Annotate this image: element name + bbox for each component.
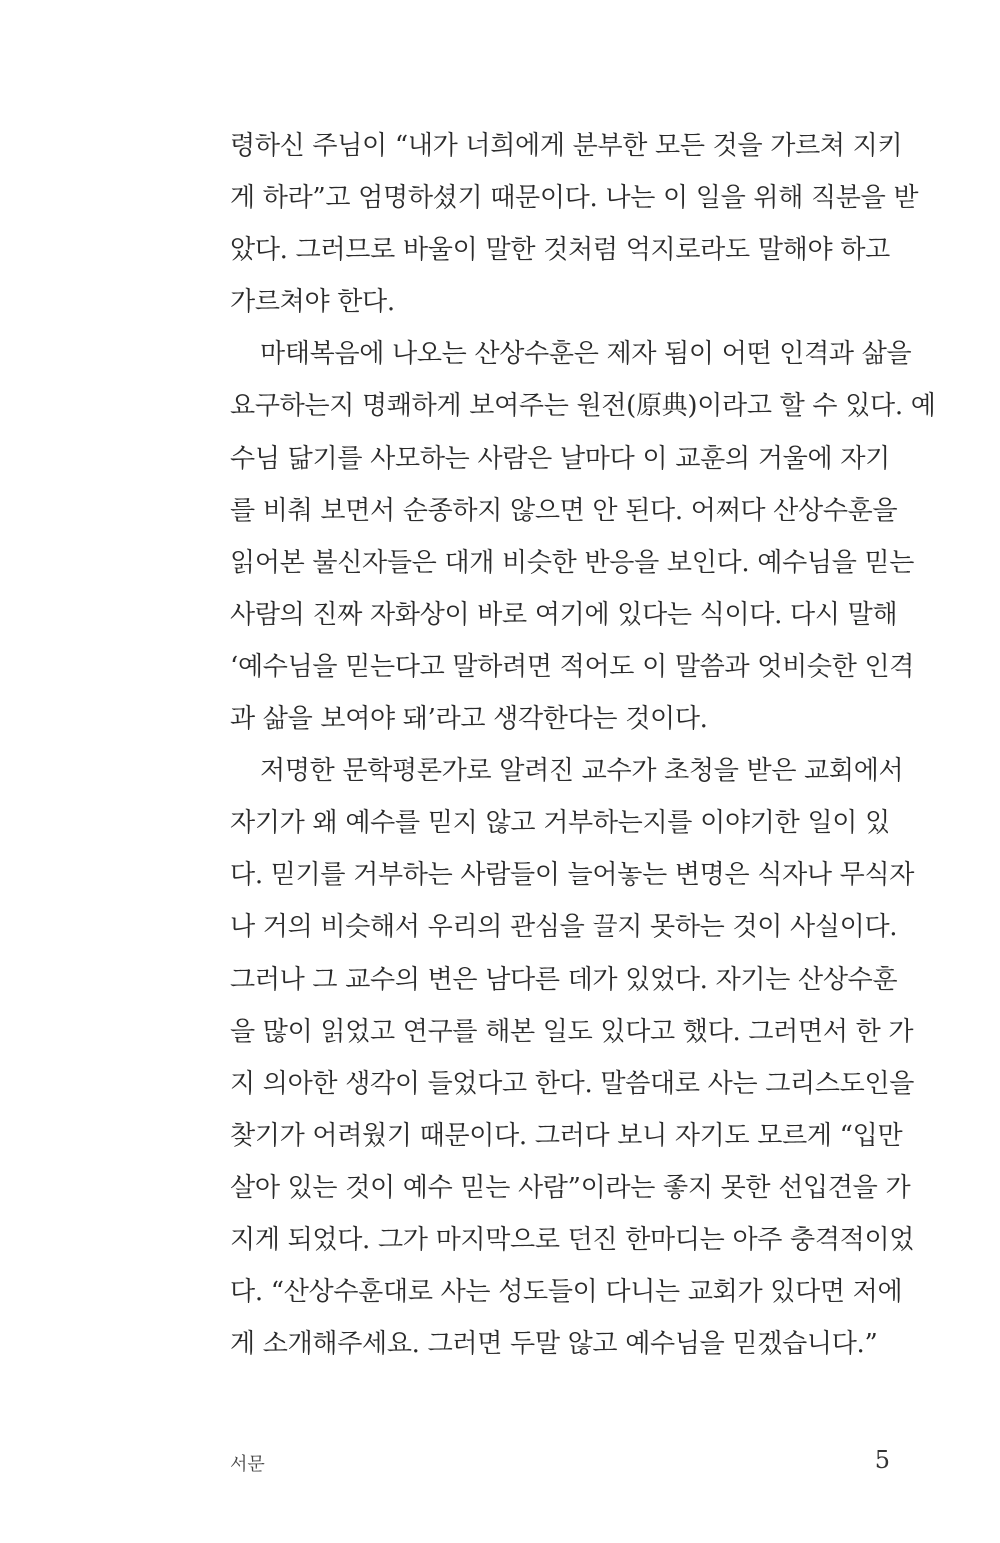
- text-line: 읽어본 불신자들은 대개 비슷한 반응을 보인다. 예수님을 믿는: [230, 547, 915, 578]
- text-line: 수님 닮기를 사모하는 사람은 날마다 이 교훈의 거울에 자기: [230, 443, 890, 474]
- text-line: 살아 있는 것이 예수 믿는 사람”이라는 좋지 못한 선입견을 가: [230, 1172, 911, 1203]
- text-line: 요구하는지 명쾌하게 보여주는 원전(原典)이라고 할 수 있다. 예: [230, 391, 936, 422]
- text-line: 지 의아한 생각이 들었다고 한다. 말씀대로 사는 그리스도인을: [230, 1068, 915, 1099]
- text-line: 과 삶을 보여야 돼’라고 생각한다는 것이다.: [230, 704, 708, 735]
- text-line: 나 거의 비슷해서 우리의 관심을 끌지 못하는 것이 사실이다.: [230, 912, 898, 943]
- text-line: 게 하라”고 엄명하셨기 때문이다. 나는 이 일을 위해 직분을 받: [230, 183, 919, 214]
- text-line: 그러나 그 교수의 변은 남다른 데가 있었다. 자기는 산상수훈: [230, 964, 898, 995]
- text-line: 사람의 진짜 자화상이 바로 여기에 있다는 식이다. 다시 말해: [230, 599, 898, 630]
- text-line: 저명한 문학평론가로 알려진 교수가 초청을 받은 교회에서: [260, 756, 904, 787]
- text-line: 지게 되었다. 그가 마지막으로 던진 한마디는 아주 충격적이었: [230, 1224, 915, 1255]
- text-line: 을 많이 읽었고 연구를 해본 일도 있다고 했다. 그러면서 한 가: [230, 1016, 914, 1047]
- text-line: 가르쳐야 한다.: [230, 287, 395, 318]
- text-line: 령하신 주님이 “내가 너희에게 분부한 모든 것을 가르쳐 지키: [230, 131, 903, 161]
- body-text: [230, 120, 936, 1370]
- paragraph-1: [230, 120, 919, 328]
- paragraph-2: [230, 328, 936, 745]
- text-line: 았다. 그러므로 바울이 말한 것처럼 억지로라도 말해야 하고: [230, 235, 890, 266]
- text-line: 다. 믿기를 거부하는 사람들이 늘어놓는 변명은 식자나 무식자: [230, 860, 915, 891]
- page-number: 5: [874, 1446, 890, 1474]
- text-line: 마태복음에 나오는 산상수훈은 제자 됨이 어떤 인격과 삶을: [260, 339, 912, 370]
- text-line: 다. “산상수훈대로 사는 성도들이 다니는 교회가 있다면 저에: [230, 1277, 903, 1308]
- running-footer-section: 서문: [230, 1454, 265, 1475]
- text-line: 를 비춰 보면서 순종하지 않으면 안 된다. 어쩌다 산상수훈을: [230, 495, 898, 526]
- text-line: 게 소개해주세요. 그러면 두말 않고 예수님을 믿겠습니다.”: [230, 1329, 878, 1360]
- text-line: 찾기가 어려웠기 때문이다. 그러다 보니 자기도 모르게 “입만: [230, 1120, 903, 1151]
- text-line: 자기가 왜 예수를 믿지 않고 거부하는지를 이야기한 일이 있: [230, 808, 890, 839]
- text-line: ‘예수님을 믿는다고 말하려면 적어도 이 말씀과 엇비슷한 인격: [230, 651, 915, 682]
- paragraph-3: [230, 745, 915, 1370]
